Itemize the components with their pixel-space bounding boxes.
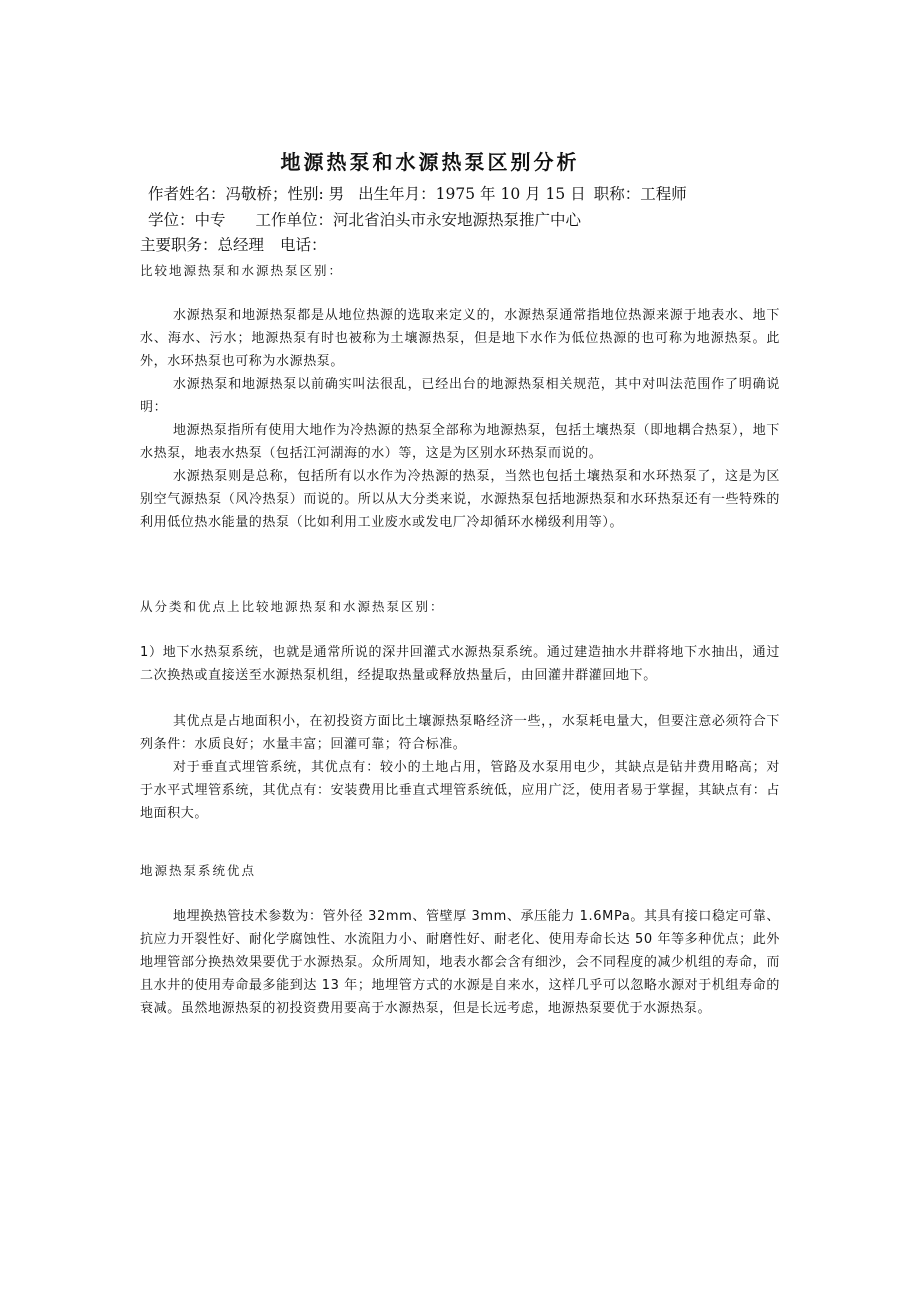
- author-position: 主要职务：总经理: [140, 236, 265, 254]
- author-gender: 性别: 男: [287, 185, 345, 203]
- author-phone: 电话：: [280, 236, 327, 254]
- document-title: 地源热泵和水源热泵区别分析: [280, 150, 580, 174]
- author-employer: 工作单位：河北省泊头市永安地源热泵推广中心: [255, 211, 582, 229]
- section-heading-classification: 从分类和优点上比较地源热泵和水源热泵区别：: [140, 599, 445, 614]
- author-birth-date: 出生年月：1975 年 10 月 15 日: [358, 185, 586, 203]
- paragraph: 对于垂直式埋管系统，其优点有：较小的土地占用，管路及水泵用电少，其缺点是钻井费用略高；对于水平式埋管系统，其优点有：安装费用比垂直式埋管系统低，应用广泛，使用者易于掌握，其缺点有：占地面积大。: [140, 760, 780, 821]
- paragraph: 水源热泵则是总称，包括所有以水作为冷热源的热泵，当然也包括土壤热泵和水环热泵了，这是为区别空气源热泵（风冷热泵）而说的。所以从大分类来说，水源热泵包括地源热泵和水环热泵还有一些特殊的利用低位热水能量的热泵（比如利用工业废水或发电厂冷却循环水梯级利用等）。: [140, 469, 780, 530]
- author-name: 作者姓名：冯敬桥；: [148, 185, 288, 203]
- position-info-line: [140, 235, 327, 255]
- author-degree: 学位：中专: [148, 211, 226, 229]
- paragraph: 1）地下水热泵系统，也就是通常所说的深井回灌式水源热泵系统。通过建造抽水井群将地下水抽出，通过二次换热或直接送至水源热泵机组，经提取热量或释放热量后，由回灌井群灌回地下。: [140, 645, 780, 683]
- paragraph: 水源热泵和地源热泵都是从地位热源的选取来定义的，水源热泵通常指地位热源来源于地表水、地下水、海水、污水；地源热泵有时也被称为土壤源热泵，但是地下水作为低位热源的也可称为地源热泵。此外，水环热泵也可称为水源热泵。: [140, 308, 780, 369]
- paragraph: 水源热泵和地源热泵以前确实叫法很乱，已经出台的地源热泵相关规范，其中对叫法范围作了明确说明：: [140, 377, 780, 415]
- degree-info-line: [148, 210, 581, 230]
- paragraph: 地埋换热管技术参数为：管外径 32mm、管壁厚 3mm、承压能力 1.6MPa。其具有接口稳定可靠、抗应力开裂性好、耐化学腐蚀性、水流阻力小、耐磨性好、耐老化、使用寿命长达 50 年等多种优点；此外地埋管部分换热效果要优于水源热泵。众所周知，地表水都会含有细沙，会不同程度的减少机组的寿命，而且水井的使用寿命最多能到达 13 年；地埋管方式的水源是自来水，这样几乎可以忽略水源对于机组寿命的衰减。虽然地源热泵的初投资费用要高于水源热泵，但是长远考虑，地源热泵要优于水源热泵。: [140, 909, 780, 1016]
- section-heading-comparison: 比较地源热泵和水源热泵区别：: [140, 263, 344, 278]
- paragraph: 其优点是占地面积小，在初投资方面比土壤源热泵略经济一些，，水泵耗电量大，但要注意必须符合下列条件：水质良好；水量丰富；回灌可靠；符合标准。: [140, 714, 780, 752]
- author-title: 职称：工程师: [593, 185, 687, 203]
- author-info-line: [148, 184, 687, 204]
- section-heading-advantages: 地源热泵系统优点: [140, 863, 257, 878]
- paragraph: 地源热泵指所有使用大地作为冷热源的热泵全部称为地源热泵，包括土壤热泵（即地耦合热泵），地下水热泵，地表水热泵（包括江河湖海的水）等，这是为区别水环热泵而说的。: [140, 423, 780, 461]
